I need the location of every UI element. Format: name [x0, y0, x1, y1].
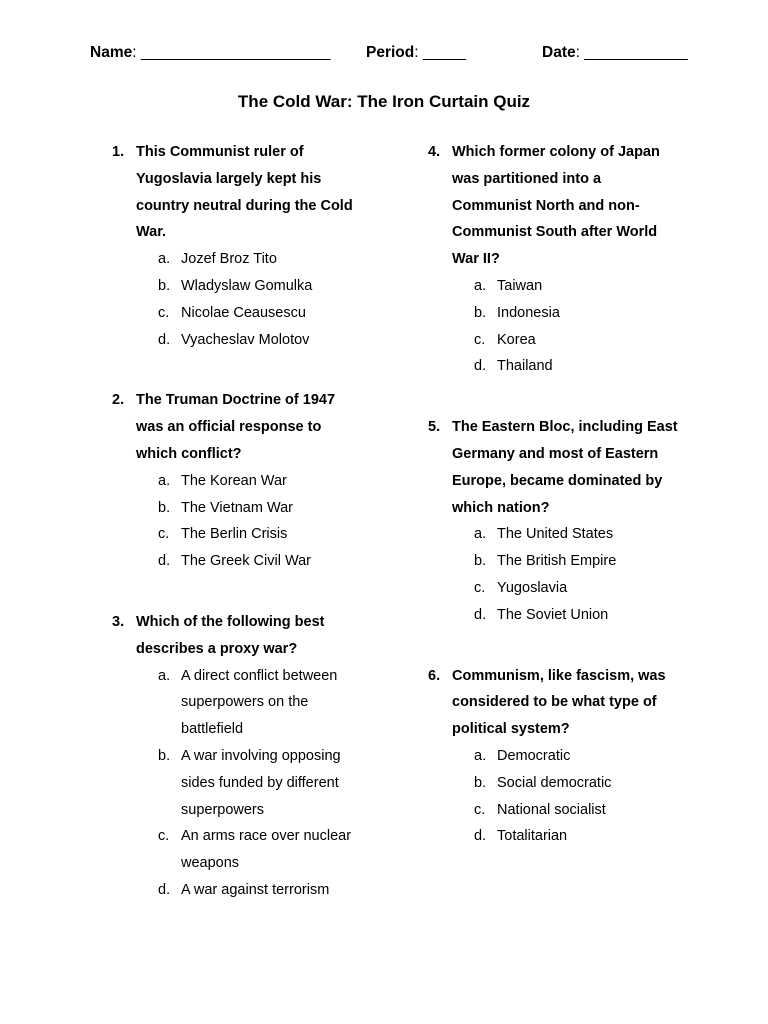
- option-text: Democratic: [497, 747, 571, 764]
- question-text: This Communist ruler of Yugoslavia largely kept his country neutral during the Cold War.: [136, 144, 353, 241]
- question-number: 6.: [428, 667, 441, 684]
- header-row: [0, 44, 768, 68]
- question-3: [112, 609, 362, 904]
- answer-option: [428, 797, 678, 824]
- date-label: Date: [542, 44, 576, 61]
- date-blank[interactable]: ____________: [584, 44, 688, 61]
- question-spacer: [428, 629, 678, 663]
- answer-option: [428, 521, 678, 548]
- quiz-title: The Cold War: The Iron Curtain Quiz: [237, 92, 531, 111]
- option-letter: d.: [474, 358, 487, 375]
- answer-option: [112, 521, 362, 548]
- option-letter: c.: [158, 828, 170, 845]
- option-letter: d.: [474, 828, 487, 845]
- question-4: [428, 139, 678, 380]
- option-text: Totalitarian: [497, 828, 568, 845]
- option-letter: a.: [474, 277, 487, 294]
- option-text: Yugoslavia: [497, 579, 568, 596]
- answer-option: [428, 770, 678, 797]
- option-text: The Soviet Union: [497, 606, 609, 623]
- option-text: A war involving opposing sides funded by different superpowers: [181, 747, 341, 818]
- question-spacer: [112, 575, 362, 609]
- answer-option: [112, 468, 362, 495]
- option-letter: a.: [474, 747, 487, 764]
- option-text: Jozef Broz Tito: [181, 251, 277, 268]
- option-text: The British Empire: [497, 553, 617, 570]
- answer-option: [428, 823, 678, 850]
- question-number: 5.: [428, 419, 441, 436]
- option-letter: b.: [158, 499, 171, 516]
- option-letter: b.: [158, 747, 171, 764]
- option-text: Indonesia: [497, 304, 560, 321]
- answer-option: [428, 300, 678, 327]
- option-text: Vyacheslav Molotov: [181, 331, 310, 348]
- option-letter: c.: [474, 579, 486, 596]
- option-text: Nicolae Ceausescu: [181, 304, 306, 321]
- answer-option: [112, 743, 362, 823]
- name-field[interactable]: Name: ______________________: [90, 44, 331, 61]
- option-text: The Berlin Crisis: [181, 526, 288, 543]
- question-number: 3.: [112, 613, 125, 630]
- option-text: Taiwan: [497, 277, 543, 294]
- question-spacer: [428, 380, 678, 414]
- answer-option: [428, 327, 678, 354]
- answer-option: [428, 273, 678, 300]
- option-letter: c.: [158, 526, 170, 543]
- option-letter: b.: [158, 277, 171, 294]
- name-blank[interactable]: ______________________: [140, 44, 331, 61]
- question-number: 2.: [112, 392, 125, 409]
- option-text: National socialist: [497, 801, 606, 818]
- questions-left-column: [112, 139, 362, 904]
- answer-option: [428, 743, 678, 770]
- answer-option: [112, 273, 362, 300]
- option-text: Korea: [497, 331, 536, 348]
- question-number: 1.: [112, 144, 125, 160]
- option-letter: b.: [474, 774, 487, 791]
- option-text: The Vietnam War: [181, 499, 294, 516]
- answer-option: [428, 353, 678, 380]
- option-text: A direct conflict between superpowers on the battlefield: [181, 667, 338, 738]
- answer-option: [112, 246, 362, 273]
- date-field[interactable]: Date: ____________: [542, 44, 688, 61]
- option-letter: b.: [474, 553, 487, 570]
- question-text: Which former colony of Japan was partitioned into a Communist North and non-Communist South after World War II?: [452, 144, 660, 268]
- option-text: Social democratic: [497, 774, 612, 791]
- option-letter: d.: [158, 881, 171, 898]
- option-letter: d.: [158, 331, 171, 348]
- option-text: A war against terrorism: [181, 881, 330, 898]
- option-text: An arms race over nuclear weapons: [181, 828, 352, 872]
- option-text: The Greek Civil War: [181, 553, 311, 570]
- answer-option: [112, 327, 362, 354]
- period-label: Period: [366, 44, 415, 61]
- option-letter: b.: [474, 304, 487, 321]
- answer-option: [112, 300, 362, 327]
- option-text: The United States: [497, 526, 614, 543]
- option-letter: d.: [158, 553, 171, 570]
- option-letter: a.: [158, 251, 171, 268]
- option-text: Thailand: [497, 358, 553, 375]
- option-text: Wladyslaw Gomulka: [181, 277, 313, 294]
- answer-option: [428, 575, 678, 602]
- question-2: [112, 387, 362, 575]
- answer-option: [428, 548, 678, 575]
- question-text: Which of the following best describes a proxy war?: [136, 613, 325, 657]
- option-letter: a.: [158, 472, 171, 489]
- question-text: Communism, like fascism, was considered to be what type of political system?: [452, 667, 666, 738]
- answer-option: [428, 602, 678, 629]
- answer-option: [112, 823, 362, 877]
- period-blank[interactable]: _____: [422, 44, 466, 61]
- option-letter: c.: [474, 331, 486, 348]
- question-1: [112, 139, 362, 353]
- period-field[interactable]: Period: _____: [366, 44, 466, 61]
- option-letter: a.: [474, 526, 487, 543]
- answer-option: [112, 548, 362, 575]
- question-text: The Eastern Bloc, including East Germany and most of Eastern Europe, became dominated by which nation?: [452, 419, 678, 516]
- option-letter: c.: [158, 304, 170, 321]
- option-letter: a.: [158, 667, 171, 684]
- question-text: The Truman Doctrine of 1947 was an official response to which conflict?: [136, 392, 336, 462]
- question-6: [428, 663, 678, 851]
- name-label: Name: [90, 44, 133, 61]
- answer-option: [112, 495, 362, 522]
- question-spacer: [112, 353, 362, 387]
- answer-option: [112, 663, 362, 743]
- answer-option: [112, 877, 362, 904]
- option-text: The Korean War: [181, 472, 287, 489]
- question-number: 4.: [428, 144, 441, 160]
- option-letter: d.: [474, 606, 487, 623]
- questions-right-column: [428, 139, 678, 850]
- option-letter: c.: [474, 801, 486, 818]
- question-5: [428, 414, 678, 628]
